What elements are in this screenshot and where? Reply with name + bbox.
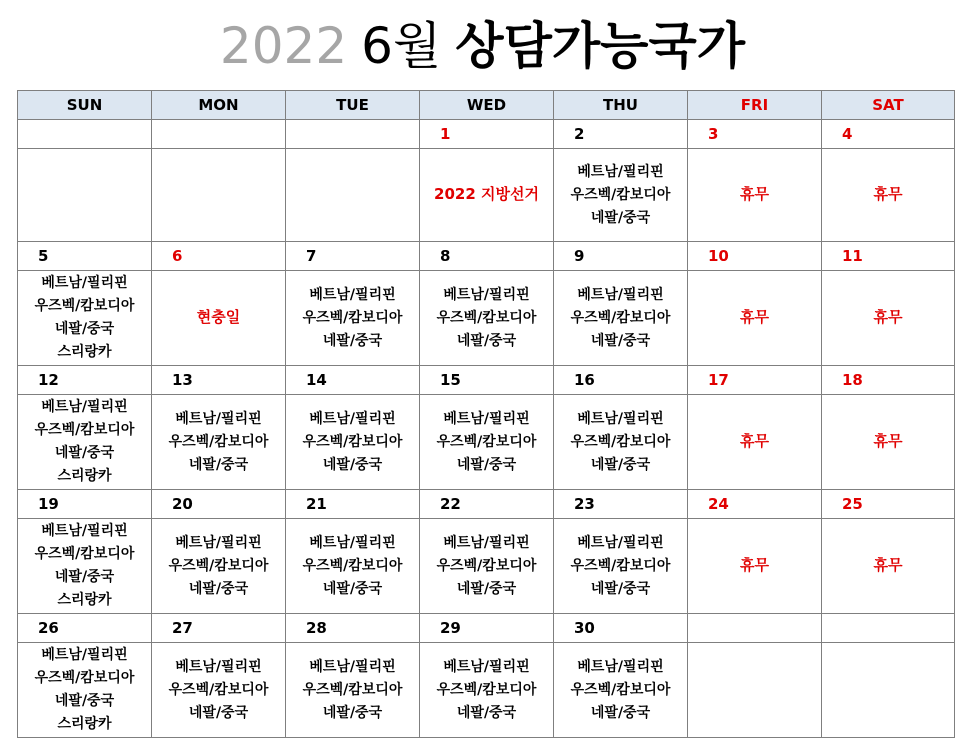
content-cell-countries: [286, 519, 420, 614]
content-cell-holiday: [420, 149, 554, 242]
date-cell: 30: [554, 614, 688, 643]
content-cell-countries: [152, 643, 286, 738]
country-line: 네팔/중국: [322, 456, 383, 473]
content-cell-countries: [554, 395, 688, 490]
content-cell-countries: [420, 643, 554, 738]
date-cell: 29: [420, 614, 554, 643]
content-cell-countries: [286, 643, 420, 738]
country-line: 베트남/필리핀: [175, 658, 262, 675]
content-row-week-4: [18, 519, 955, 614]
content-cell-empty: [822, 643, 955, 738]
country-line: 스리랑카: [57, 592, 112, 608]
content-cell-countries: [554, 271, 688, 366]
date-cell: 13: [152, 366, 286, 395]
date-cell: 17: [688, 366, 822, 395]
country-line: 베트남/필리핀: [41, 523, 128, 539]
content-row-week-3: [18, 395, 955, 490]
country-line: 베트남/필리핀: [41, 647, 128, 663]
country-line: 우즈벡/캄보디아: [168, 681, 269, 698]
content-cell-countries: [554, 643, 688, 738]
country-line: 베트남/필리핀: [309, 286, 396, 303]
election-label: 2022 지방선거: [434, 185, 539, 203]
weekday-header-row: [18, 91, 955, 120]
date-row-week-3: [18, 366, 955, 395]
date-cell: 26: [18, 614, 152, 643]
content-cell-countries: [18, 643, 152, 738]
country-line: 네팔/중국: [54, 569, 115, 585]
weekday-tue: TUE: [286, 91, 420, 120]
content-row-week-2: [18, 271, 955, 366]
country-line: 네팔/중국: [590, 704, 651, 721]
content-cell-empty: [152, 149, 286, 242]
date-cell: 2: [554, 120, 688, 149]
date-cell: 21: [286, 490, 420, 519]
country-line: 베트남/필리핀: [41, 399, 128, 415]
country-line: 베트남/필리핀: [443, 534, 530, 551]
weekday-sun: SUN: [18, 91, 152, 120]
country-line: 베트남/필리핀: [577, 163, 664, 180]
date-cell: 4: [822, 120, 955, 149]
country-line: 우즈벡/캄보디아: [570, 557, 671, 574]
country-line: 우즈벡/캄보디아: [570, 433, 671, 450]
country-line: 스리랑카: [57, 344, 112, 360]
off-label: 휴무: [740, 432, 769, 450]
off-label: 휴무: [740, 185, 769, 203]
content-cell-off: [822, 395, 955, 490]
country-line: 네팔/중국: [456, 332, 517, 349]
weekday-mon: MON: [152, 91, 286, 120]
content-row-week-1: [18, 149, 955, 242]
date-cell: [18, 120, 152, 149]
date-cell: 3: [688, 120, 822, 149]
country-line: 스리랑카: [57, 716, 112, 732]
country-line: 베트남/필리핀: [577, 410, 664, 427]
date-cell: 14: [286, 366, 420, 395]
country-line: 베트남/필리핀: [309, 410, 396, 427]
content-cell-off: [688, 395, 822, 490]
country-line: 우즈벡/캄보디아: [570, 186, 671, 203]
off-label: 휴무: [873, 308, 903, 326]
content-cell-countries: [18, 271, 152, 366]
weekday-thu: THU: [554, 91, 688, 120]
content-cell-countries: [420, 519, 554, 614]
country-line: 우즈벡/캄보디아: [570, 309, 671, 326]
date-cell: 5: [18, 242, 152, 271]
country-line: 네팔/중국: [188, 456, 249, 473]
weekday-sat: SAT: [822, 91, 955, 120]
content-cell-countries: [554, 149, 688, 242]
country-line: 우즈벡/캄보디아: [570, 681, 671, 698]
country-line: 우즈벡/캄보디아: [302, 433, 403, 450]
country-line: 베트남/필리핀: [577, 658, 664, 675]
page-title: [0, 10, 965, 82]
content-cell-off: [688, 271, 822, 366]
date-cell: [822, 614, 955, 643]
country-line: 우즈벡/캄보디아: [302, 309, 403, 326]
title-month: 6월: [361, 17, 442, 75]
content-cell-countries: [554, 519, 688, 614]
date-cell: 7: [286, 242, 420, 271]
country-line: 베트남/필리핀: [309, 658, 396, 675]
date-cell: 25: [822, 490, 955, 519]
country-line: 네팔/중국: [54, 693, 115, 709]
content-cell-countries: [18, 519, 152, 614]
date-cell: 24: [688, 490, 822, 519]
country-line: 네팔/중국: [188, 580, 249, 597]
country-line: 우즈벡/캄보디아: [34, 298, 135, 314]
content-cell-countries: [420, 271, 554, 366]
country-line: 베트남/필리핀: [309, 534, 396, 551]
country-line: 베트남/필리핀: [175, 410, 262, 427]
content-cell-off: [822, 271, 955, 366]
country-line: 네팔/중국: [322, 704, 383, 721]
content-cell-empty: [286, 149, 420, 242]
date-cell: 6: [152, 242, 286, 271]
date-cell: 8: [420, 242, 554, 271]
content-cell-countries: [286, 271, 420, 366]
country-line: 우즈벡/캄보디아: [436, 557, 537, 574]
country-line: 우즈벡/캄보디아: [302, 557, 403, 574]
country-line: 네팔/중국: [456, 580, 517, 597]
date-cell: 19: [18, 490, 152, 519]
date-cell: 27: [152, 614, 286, 643]
country-line: 우즈벡/캄보디아: [302, 681, 403, 698]
date-row-week-1: [18, 120, 955, 149]
country-line: 네팔/중국: [590, 209, 651, 226]
country-line: 네팔/중국: [54, 321, 115, 337]
date-cell: 9: [554, 242, 688, 271]
off-label: 휴무: [873, 432, 903, 450]
country-line: 네팔/중국: [54, 445, 115, 461]
country-line: 우즈벡/캄보디아: [436, 433, 537, 450]
country-line: 네팔/중국: [456, 704, 517, 721]
country-line: 우즈벡/캄보디아: [436, 681, 537, 698]
date-cell: 12: [18, 366, 152, 395]
country-line: 네팔/중국: [188, 704, 249, 721]
country-line: 베트남/필리핀: [443, 286, 530, 303]
memorial-label: 현충일: [196, 308, 241, 326]
country-line: 네팔/중국: [590, 580, 651, 597]
date-row-week-4: [18, 490, 955, 519]
date-cell: [152, 120, 286, 149]
date-cell: 11: [822, 242, 955, 271]
country-line: 베트남/필리핀: [175, 534, 262, 551]
content-cell-off: [822, 149, 955, 242]
date-row-week-2: [18, 242, 955, 271]
content-cell-countries: [18, 395, 152, 490]
date-cell: 1: [420, 120, 554, 149]
country-line: 스리랑카: [57, 468, 112, 484]
content-cell-empty: [688, 643, 822, 738]
date-cell: [688, 614, 822, 643]
content-cell-countries: [152, 395, 286, 490]
date-cell: 10: [688, 242, 822, 271]
content-cell-countries: [420, 395, 554, 490]
weekday-fri: FRI: [688, 91, 822, 120]
date-cell: 28: [286, 614, 420, 643]
country-line: 네팔/중국: [322, 332, 383, 349]
country-line: 우즈벡/캄보디아: [34, 670, 135, 686]
content-cell-holiday: [152, 271, 286, 366]
content-cell-off: [822, 519, 955, 614]
country-line: 베트남/필리핀: [577, 534, 664, 551]
country-line: 베트남/필리핀: [577, 286, 664, 303]
title-name: 상담가능국가: [455, 17, 746, 75]
country-line: 베트남/필리핀: [443, 410, 530, 427]
date-cell: 16: [554, 366, 688, 395]
country-line: 우즈벡/캄보디아: [436, 309, 537, 326]
off-label: 휴무: [740, 556, 769, 574]
date-cell: 20: [152, 490, 286, 519]
country-line: 우즈벡/캄보디아: [34, 422, 135, 438]
date-cell: 22: [420, 490, 554, 519]
content-cell-off: [688, 519, 822, 614]
off-label: 휴무: [740, 308, 769, 326]
country-line: 베트남/필리핀: [443, 658, 530, 675]
country-line: 우즈벡/캄보디아: [168, 557, 269, 574]
title-year: 2022: [219, 17, 348, 75]
country-line: 네팔/중국: [456, 456, 517, 473]
date-cell: 15: [420, 366, 554, 395]
country-line: 네팔/중국: [590, 332, 651, 349]
off-label: 휴무: [873, 556, 903, 574]
date-cell: 23: [554, 490, 688, 519]
content-row-week-5: [18, 643, 955, 738]
date-row-week-5: [18, 614, 955, 643]
country-line: 우즈벡/캄보디아: [34, 546, 135, 562]
weekday-wed: WED: [420, 91, 554, 120]
content-cell-countries: [286, 395, 420, 490]
country-line: 네팔/중국: [322, 580, 383, 597]
country-line: 베트남/필리핀: [41, 275, 128, 291]
content-cell-empty: [18, 149, 152, 242]
off-label: 휴무: [873, 185, 903, 203]
content-cell-off: [688, 149, 822, 242]
calendar-table: [17, 90, 955, 738]
date-cell: 18: [822, 366, 955, 395]
country-line: 네팔/중국: [590, 456, 651, 473]
content-cell-countries: [152, 519, 286, 614]
date-cell: [286, 120, 420, 149]
country-line: 우즈벡/캄보디아: [168, 433, 269, 450]
